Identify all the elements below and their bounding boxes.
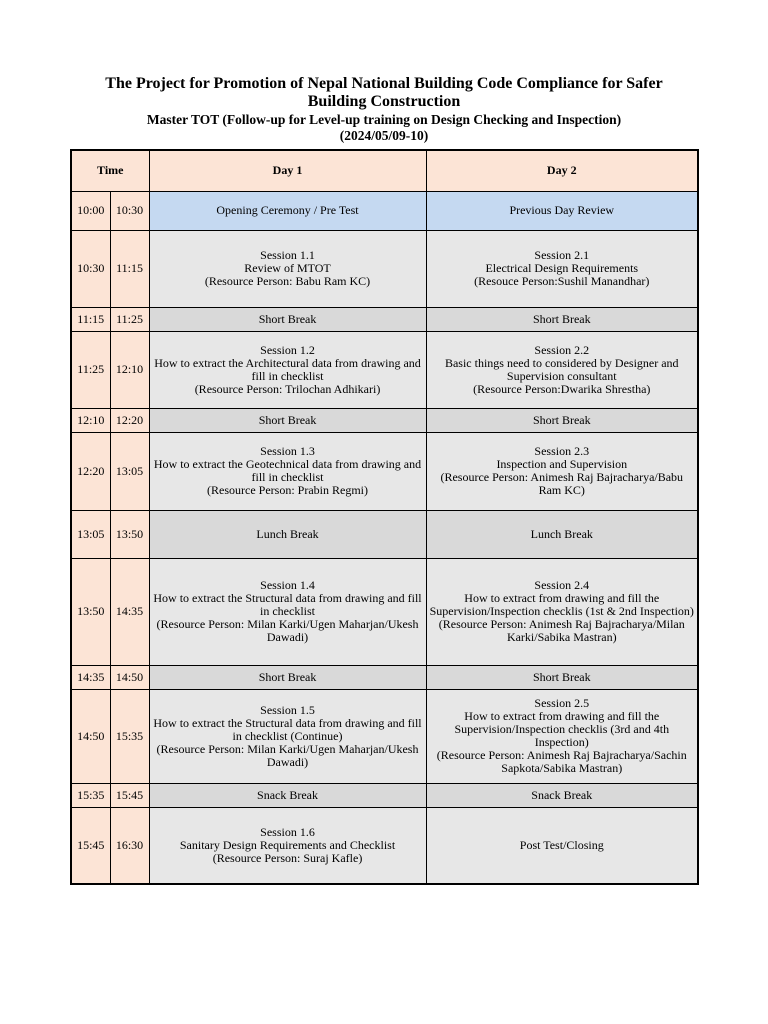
session-text-line: Short Break bbox=[532, 311, 591, 326]
day2-session-cell bbox=[426, 807, 698, 884]
session-text-line: Session 1.3 bbox=[260, 444, 315, 458]
day1-session-cell bbox=[149, 807, 426, 884]
schedule-row bbox=[71, 665, 698, 689]
session-text-line: Previous Day Review bbox=[509, 203, 615, 217]
session-text-line: Lunch Break bbox=[256, 526, 319, 541]
session-text-line: How to extract the Geotechnical data from drawing and fill in checklist bbox=[153, 457, 422, 484]
session-text-line: Electrical Design Requirements bbox=[485, 261, 639, 275]
day2-session-cell bbox=[426, 331, 698, 408]
start-time: 12:20 bbox=[71, 432, 110, 510]
document-dates: (2024/05/09-10) bbox=[339, 128, 429, 143]
session-text-line: (Resource Person: Animesh Raj Bajracharya/Sachin Sapkota/Sabika Mastran) bbox=[436, 748, 687, 775]
schedule-row bbox=[71, 432, 698, 510]
end-time: 12:10 bbox=[110, 331, 149, 408]
session-text-line: (Resource Person: Animesh Raj Bajracharya/Milan Karki/Sabika Mastran) bbox=[438, 617, 685, 644]
day2-session-cell bbox=[426, 510, 698, 558]
day2-session-cell bbox=[426, 783, 698, 807]
session-text-line: Basic things need to considered by Designer and Supervision consultant bbox=[444, 355, 679, 383]
session-text-line: (Resource Person: Suraj Kafle) bbox=[212, 850, 363, 865]
session-text-line: How to extract from drawing and fill the Supervision/Inspection checklis (1st & 2nd Inspection) bbox=[429, 591, 694, 618]
session-text-line: Session 1.6 bbox=[260, 824, 315, 839]
session-text-line: Post Test/Closing bbox=[519, 837, 604, 852]
session-text-line: Session 2.3 bbox=[534, 444, 590, 458]
session-text-line: (Resource Person: Milan Karki/Ugen Maharjan/Ukesh Dawadi) bbox=[156, 617, 419, 644]
start-time: 11:15 bbox=[71, 307, 110, 331]
day2-session-cell bbox=[426, 558, 698, 665]
start-time: 15:35 bbox=[71, 783, 110, 807]
day2-session-cell bbox=[426, 307, 698, 331]
end-time: 12:20 bbox=[110, 408, 149, 432]
time-header: Time bbox=[71, 150, 149, 191]
session-text-line: Short Break bbox=[258, 669, 317, 684]
day2-session-cell bbox=[426, 191, 698, 230]
schedule-row bbox=[71, 230, 698, 307]
session-text-line: Short Break bbox=[258, 412, 317, 427]
session-text-line: Session 2.4 bbox=[534, 578, 590, 592]
day1-session-cell bbox=[149, 510, 426, 558]
session-text-line: (Resource Person: Milan Karki/Ugen Maharjan/Ukesh Dawadi) bbox=[156, 741, 419, 769]
day2-header: Day 2 bbox=[426, 150, 698, 191]
start-time: 12:10 bbox=[71, 408, 110, 432]
start-time: 13:50 bbox=[71, 558, 110, 665]
day1-session-cell bbox=[149, 191, 426, 230]
schedule-row bbox=[71, 408, 698, 432]
session-text-line: Snack Break bbox=[531, 787, 593, 802]
end-time: 14:35 bbox=[110, 558, 149, 665]
end-time: 13:50 bbox=[110, 510, 149, 558]
session-text-line: Session 1.5 bbox=[260, 702, 315, 717]
end-time: 13:05 bbox=[110, 432, 149, 510]
day2-session-cell bbox=[426, 665, 698, 689]
session-text-line: How to extract the Structural data from drawing and fill in checklist bbox=[153, 591, 422, 618]
day1-session-cell bbox=[149, 230, 426, 307]
schedule-row bbox=[71, 558, 698, 665]
document-header bbox=[80, 75, 688, 143]
day1-header: Day 1 bbox=[149, 150, 426, 191]
session-text-line: Short Break bbox=[532, 412, 591, 427]
session-text-line: Snack Break bbox=[257, 787, 318, 802]
day1-session-cell bbox=[149, 783, 426, 807]
start-time: 15:45 bbox=[71, 807, 110, 884]
session-text-line: (Resouce Person:Sushil Manandhar) bbox=[474, 274, 650, 288]
day1-session-cell bbox=[149, 558, 426, 665]
end-time: 15:45 bbox=[110, 783, 149, 807]
start-time: 13:05 bbox=[71, 510, 110, 558]
start-time: 10:00 bbox=[71, 191, 110, 230]
day1-session-cell bbox=[149, 432, 426, 510]
start-time: 11:25 bbox=[71, 331, 110, 408]
session-text-line: (Resource Person: Trilochan Adhikari) bbox=[194, 381, 381, 396]
session-text-line: (Resource Person: Prabin Regmi) bbox=[207, 483, 368, 497]
session-text-line: Inspection and Supervision bbox=[496, 457, 628, 471]
end-time: 11:15 bbox=[110, 230, 149, 307]
session-text-line: Lunch Break bbox=[530, 526, 593, 541]
end-time: 10:30 bbox=[110, 191, 149, 230]
start-time: 10:30 bbox=[71, 230, 110, 307]
day1-session-cell bbox=[149, 408, 426, 432]
session-text-line: Session 1.1 bbox=[260, 248, 315, 262]
end-time: 11:25 bbox=[110, 307, 149, 331]
session-text-line: (Resource Person:Dwarika Shrestha) bbox=[473, 381, 651, 396]
session-text-line: Opening Ceremony / Pre Test bbox=[216, 203, 359, 217]
day1-session-cell bbox=[149, 689, 426, 783]
session-text-line: How to extract from drawing and fill the Supervision/Inspection checklis (3rd and 4th Inspection) bbox=[454, 709, 670, 749]
day2-session-cell bbox=[426, 689, 698, 783]
session-text-line: Review of MTOT bbox=[244, 261, 331, 275]
day2-session-cell bbox=[426, 432, 698, 510]
schedule-table bbox=[70, 149, 699, 885]
session-text-line: Session 2.2 bbox=[534, 342, 590, 357]
session-text-line: Short Break bbox=[532, 669, 591, 684]
schedule-row bbox=[71, 689, 698, 783]
day1-session-cell bbox=[149, 307, 426, 331]
schedule-row bbox=[71, 191, 698, 230]
session-text-line: (Resource Person: Babu Ram KC) bbox=[204, 274, 371, 288]
schedule-row bbox=[71, 307, 698, 331]
day1-session-cell bbox=[149, 331, 426, 408]
day2-session-cell bbox=[426, 408, 698, 432]
end-time: 14:50 bbox=[110, 665, 149, 689]
session-text-line: (Resource Person: Animesh Raj Bajracharya/Babu Ram KC) bbox=[440, 470, 684, 497]
schedule-row bbox=[71, 807, 698, 884]
document-subtitle: Master TOT (Follow-up for Level-up training on Design Checking and Inspection) bbox=[146, 112, 622, 127]
start-time: 14:35 bbox=[71, 665, 110, 689]
session-text-line: Session 1.2 bbox=[260, 342, 315, 357]
session-text-line: Session 1.4 bbox=[260, 578, 315, 592]
session-text-line: Session 2.1 bbox=[534, 248, 590, 262]
session-text-line: Sanitary Design Requirements and Checklist bbox=[179, 837, 396, 852]
end-time: 16:30 bbox=[110, 807, 149, 884]
schedule-row bbox=[71, 331, 698, 408]
session-text-line: Session 2.5 bbox=[534, 696, 590, 710]
session-text-line: Short Break bbox=[258, 311, 317, 326]
end-time: 15:35 bbox=[110, 689, 149, 783]
session-text-line: How to extract the Architectural data from drawing and fill in checklist bbox=[154, 355, 421, 383]
schedule-row bbox=[71, 783, 698, 807]
day1-session-cell bbox=[149, 665, 426, 689]
schedule-row bbox=[71, 510, 698, 558]
header-row bbox=[71, 150, 698, 191]
session-text-line: How to extract the Structural data from drawing and fill in checklist (Continue) bbox=[153, 715, 422, 743]
day2-session-cell bbox=[426, 230, 698, 307]
document-title: The Project for Promotion of Nepal National Building Code Compliance for Safer Building Construction bbox=[105, 75, 663, 110]
start-time: 14:50 bbox=[71, 689, 110, 783]
